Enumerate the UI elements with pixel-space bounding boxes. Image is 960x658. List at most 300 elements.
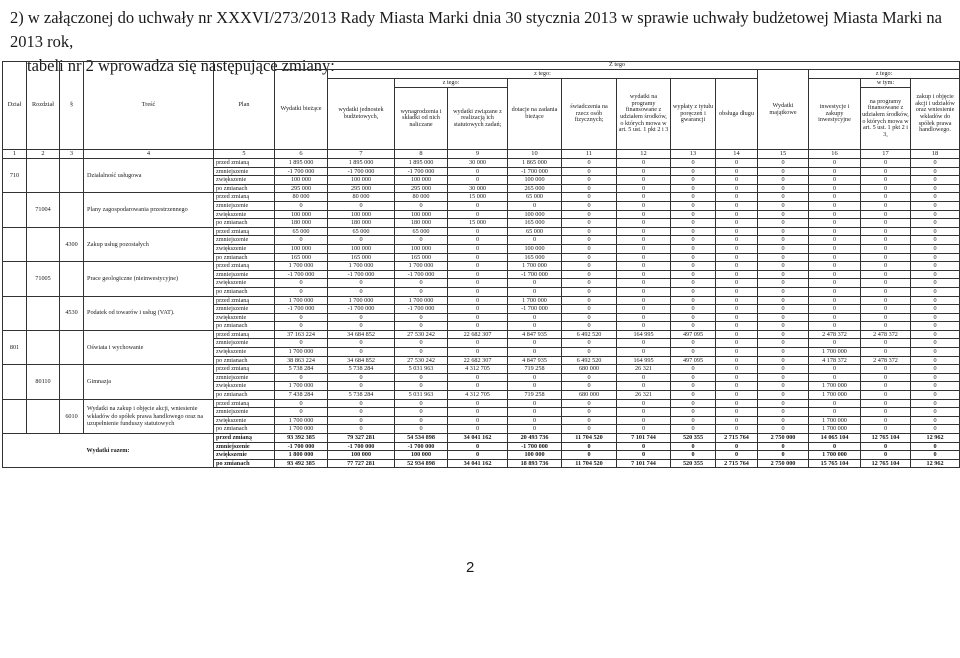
- value-cell: 0: [911, 330, 960, 339]
- header-dzial: Dział: [3, 62, 27, 150]
- value-cell: 0: [562, 305, 617, 314]
- value-cell: 0: [861, 348, 911, 357]
- value-cell: 1 700 000: [395, 296, 448, 305]
- row-label: przed zmianą: [214, 227, 275, 236]
- value-cell: 0: [911, 348, 960, 357]
- value-cell: 0: [448, 262, 508, 271]
- value-cell: 0: [671, 159, 716, 168]
- row-label: po zmianach: [214, 425, 275, 434]
- value-cell: 0: [328, 313, 395, 322]
- column-number: 18: [911, 150, 960, 159]
- value-cell: 719 258: [508, 391, 562, 400]
- value-cell: 0: [911, 262, 960, 271]
- value-cell: 0: [448, 313, 508, 322]
- value-cell: 0: [861, 313, 911, 322]
- value-cell: 0: [758, 176, 809, 185]
- value-cell: 0: [911, 442, 960, 451]
- value-cell: 0: [911, 296, 960, 305]
- value-cell: 0: [861, 339, 911, 348]
- header-swiadczenia: świadczenia na rzecz osób fizycznych;: [562, 79, 617, 150]
- value-cell: 0: [861, 287, 911, 296]
- paragraf-code: 4300: [60, 227, 84, 261]
- value-cell: 2 478 372: [861, 330, 911, 339]
- row-label: po zmianach: [214, 391, 275, 400]
- value-cell: 0: [671, 296, 716, 305]
- row-label: zmniejszenie: [214, 305, 275, 314]
- column-number-row: [3, 150, 960, 159]
- row-label: zmniejszenie: [214, 167, 275, 176]
- value-cell: 0: [911, 408, 960, 417]
- value-cell: 0: [617, 167, 671, 176]
- value-cell: 0: [617, 287, 671, 296]
- header-wynagrodzenia: wynagrodzenia i składki od nich naliczane: [395, 88, 448, 150]
- value-cell: 0: [671, 287, 716, 296]
- column-number: 11: [562, 150, 617, 159]
- value-cell: 0: [716, 244, 758, 253]
- value-cell: 0: [861, 193, 911, 202]
- table-body: [3, 159, 960, 468]
- value-cell: 0: [861, 210, 911, 219]
- value-cell: 295 000: [328, 184, 395, 193]
- value-cell: 4 178 372: [809, 356, 861, 365]
- value-cell: 0: [861, 270, 911, 279]
- value-cell: 0: [617, 399, 671, 408]
- value-cell: 0: [911, 270, 960, 279]
- value-cell: 0: [809, 167, 861, 176]
- value-cell: 0: [809, 262, 861, 271]
- value-cell: 0: [617, 176, 671, 185]
- value-cell: 0: [758, 262, 809, 271]
- value-cell: 0: [911, 425, 960, 434]
- value-cell: 0: [758, 408, 809, 417]
- value-cell: 0: [671, 305, 716, 314]
- value-cell: 0: [758, 425, 809, 434]
- value-cell: 0: [716, 313, 758, 322]
- value-cell: 0: [758, 391, 809, 400]
- value-cell: 0: [716, 348, 758, 357]
- value-cell: 0: [758, 279, 809, 288]
- value-cell: 0: [617, 451, 671, 460]
- row-label: zwiększenie: [214, 313, 275, 322]
- value-cell: 0: [617, 313, 671, 322]
- paragraf-code: [60, 365, 84, 399]
- value-cell: 0: [562, 201, 617, 210]
- value-cell: 0: [448, 322, 508, 331]
- item-description: Oświata i wychowanie: [84, 330, 214, 364]
- paragraf-code: [60, 262, 84, 296]
- value-cell: 0: [617, 270, 671, 279]
- value-cell: 0: [617, 296, 671, 305]
- value-cell: 0: [671, 373, 716, 382]
- value-cell: 0: [911, 279, 960, 288]
- value-cell: 164 995: [617, 356, 671, 365]
- value-cell: 1 700 000: [328, 296, 395, 305]
- value-cell: 0: [562, 219, 617, 228]
- header-dotacje: dotacje na zadania bieżące: [508, 79, 562, 150]
- header-inwestycje: inwestycje i zakupy inwestycyjne: [809, 79, 861, 150]
- value-cell: 80 000: [275, 193, 328, 202]
- value-cell: 0: [758, 313, 809, 322]
- dzial-code: [3, 227, 27, 261]
- value-cell: 0: [562, 176, 617, 185]
- value-cell: 0: [758, 236, 809, 245]
- value-cell: 0: [861, 382, 911, 391]
- value-cell: 100 000: [395, 244, 448, 253]
- value-cell: 0: [395, 201, 448, 210]
- value-cell: 0: [562, 451, 617, 460]
- value-cell: 0: [617, 408, 671, 417]
- value-cell: 6 492 520: [562, 356, 617, 365]
- value-cell: 0: [275, 408, 328, 417]
- value-cell: 0: [395, 399, 448, 408]
- value-cell: 0: [716, 373, 758, 382]
- value-cell: 0: [328, 425, 395, 434]
- value-cell: 0: [275, 279, 328, 288]
- value-cell: 0: [562, 399, 617, 408]
- value-cell: 5 738 284: [275, 365, 328, 374]
- value-cell: 34 041 162: [448, 434, 508, 443]
- row-label: po zmianach: [214, 219, 275, 228]
- value-cell: 5 031 963: [395, 391, 448, 400]
- value-cell: 0: [716, 236, 758, 245]
- value-cell: 0: [617, 253, 671, 262]
- value-cell: 0: [448, 408, 508, 417]
- value-cell: 27 530 242: [395, 356, 448, 365]
- value-cell: 0: [395, 382, 448, 391]
- value-cell: 0: [861, 408, 911, 417]
- column-number: 3: [60, 150, 84, 159]
- value-cell: 0: [758, 167, 809, 176]
- value-cell: 0: [562, 262, 617, 271]
- value-cell: 520 355: [671, 459, 716, 468]
- value-cell: 4 312 705: [448, 365, 508, 374]
- value-cell: 5 738 284: [328, 365, 395, 374]
- value-cell: 0: [395, 339, 448, 348]
- value-cell: 1 700 000: [275, 382, 328, 391]
- value-cell: 0: [861, 244, 911, 253]
- row-label: przed zmianą: [214, 262, 275, 271]
- value-cell: 0: [508, 399, 562, 408]
- value-cell: 0: [716, 399, 758, 408]
- paragraf-code: [60, 330, 84, 364]
- value-cell: 0: [448, 253, 508, 262]
- value-cell: 0: [758, 244, 809, 253]
- value-cell: 5 031 963: [395, 365, 448, 374]
- value-cell: 0: [758, 210, 809, 219]
- rozdzial-code: [27, 227, 60, 261]
- value-cell: -1 700 000: [328, 305, 395, 314]
- value-cell: 2 715 764: [716, 434, 758, 443]
- value-cell: 0: [671, 339, 716, 348]
- value-cell: 22 682 307: [448, 330, 508, 339]
- value-cell: 0: [911, 373, 960, 382]
- value-cell: 5 738 284: [328, 391, 395, 400]
- value-cell: 0: [328, 399, 395, 408]
- value-cell: 0: [809, 365, 861, 374]
- value-cell: 0: [562, 244, 617, 253]
- value-cell: -1 700 000: [328, 442, 395, 451]
- header-plan: Plan: [214, 62, 275, 150]
- value-cell: 80 000: [328, 193, 395, 202]
- value-cell: 0: [911, 382, 960, 391]
- value-cell: 0: [617, 236, 671, 245]
- header-wydatki-zwiazane: wydatki związane z realizacją ich statutowych zadań;: [448, 88, 508, 150]
- value-cell: 0: [562, 442, 617, 451]
- value-cell: -1 700 000: [395, 167, 448, 176]
- value-cell: 65 000: [395, 227, 448, 236]
- value-cell: -1 700 000: [275, 167, 328, 176]
- value-cell: 0: [617, 339, 671, 348]
- column-number: 7: [328, 150, 395, 159]
- value-cell: 15 765 104: [809, 459, 861, 468]
- value-cell: 0: [508, 382, 562, 391]
- value-cell: 520 355: [671, 434, 716, 443]
- value-cell: 0: [809, 305, 861, 314]
- table-row: [3, 159, 960, 168]
- value-cell: 100 000: [328, 244, 395, 253]
- value-cell: 0: [716, 193, 758, 202]
- value-cell: 0: [508, 287, 562, 296]
- value-cell: 0: [861, 176, 911, 185]
- value-cell: 100 000: [508, 210, 562, 219]
- column-number: 6: [275, 150, 328, 159]
- value-cell: 0: [911, 451, 960, 460]
- value-cell: 0: [671, 365, 716, 374]
- value-cell: 0: [716, 287, 758, 296]
- row-label: zwiększenie: [214, 382, 275, 391]
- value-cell: 0: [508, 201, 562, 210]
- value-cell: 0: [562, 236, 617, 245]
- value-cell: 0: [809, 296, 861, 305]
- table-row: [3, 296, 960, 305]
- value-cell: 0: [758, 184, 809, 193]
- value-cell: 0: [911, 305, 960, 314]
- value-cell: 0: [562, 193, 617, 202]
- row-label: zwiększenie: [214, 244, 275, 253]
- value-cell: 0: [671, 270, 716, 279]
- value-cell: 0: [911, 416, 960, 425]
- value-cell: 0: [861, 184, 911, 193]
- value-cell: 1 700 000: [809, 391, 861, 400]
- value-cell: 0: [448, 399, 508, 408]
- value-cell: 0: [716, 176, 758, 185]
- value-cell: 0: [716, 356, 758, 365]
- value-cell: 93 392 385: [275, 434, 328, 443]
- value-cell: 0: [911, 193, 960, 202]
- value-cell: 0: [508, 425, 562, 434]
- value-cell: 0: [809, 270, 861, 279]
- value-cell: 0: [508, 373, 562, 382]
- value-cell: 165 000: [328, 253, 395, 262]
- value-cell: 100 000: [275, 244, 328, 253]
- dzial-code: [3, 399, 27, 433]
- value-cell: 0: [562, 313, 617, 322]
- value-cell: 0: [617, 425, 671, 434]
- value-cell: 15 000: [448, 219, 508, 228]
- value-cell: 0: [809, 373, 861, 382]
- value-cell: 0: [911, 313, 960, 322]
- value-cell: 0: [861, 373, 911, 382]
- value-cell: 0: [328, 382, 395, 391]
- item-description: Działalność usługowa: [84, 159, 214, 193]
- value-cell: 0: [617, 184, 671, 193]
- value-cell: 0: [275, 339, 328, 348]
- value-cell: 4 847 935: [508, 356, 562, 365]
- value-cell: 0: [809, 227, 861, 236]
- value-cell: 0: [617, 201, 671, 210]
- value-cell: 0: [758, 451, 809, 460]
- value-cell: 0: [716, 382, 758, 391]
- value-cell: 0: [758, 287, 809, 296]
- row-label: przed zmianą: [214, 159, 275, 168]
- value-cell: 7 438 284: [275, 391, 328, 400]
- value-cell: 0: [809, 159, 861, 168]
- row-label: po zmianach: [214, 322, 275, 331]
- value-cell: 0: [758, 296, 809, 305]
- value-cell: 14 065 104: [809, 434, 861, 443]
- header-w-tym: w tym:: [861, 79, 911, 88]
- value-cell: 0: [861, 305, 911, 314]
- value-cell: 0: [911, 253, 960, 262]
- value-cell: 27 530 242: [395, 330, 448, 339]
- value-cell: -1 700 000: [275, 442, 328, 451]
- value-cell: 0: [508, 279, 562, 288]
- value-cell: 0: [911, 339, 960, 348]
- value-cell: 0: [617, 373, 671, 382]
- value-cell: 0: [448, 210, 508, 219]
- value-cell: 0: [617, 227, 671, 236]
- value-cell: 0: [448, 227, 508, 236]
- value-cell: 0: [275, 399, 328, 408]
- value-cell: 1 700 000: [328, 262, 395, 271]
- value-cell: 0: [809, 201, 861, 210]
- row-label: zmniejszenie: [214, 339, 275, 348]
- row-label: po zmianach: [214, 356, 275, 365]
- value-cell: 0: [395, 313, 448, 322]
- value-cell: 2 715 764: [716, 459, 758, 468]
- value-cell: 0: [671, 442, 716, 451]
- value-cell: 0: [448, 451, 508, 460]
- value-cell: 0: [617, 262, 671, 271]
- header-wydatki-biezace: Wydatki bieżące: [275, 70, 328, 150]
- value-cell: 0: [617, 159, 671, 168]
- value-cell: 0: [328, 408, 395, 417]
- value-cell: 0: [395, 373, 448, 382]
- paragraf-code: [60, 159, 84, 193]
- value-cell: 0: [716, 253, 758, 262]
- value-cell: -1 700 000: [508, 270, 562, 279]
- value-cell: 497 095: [671, 330, 716, 339]
- value-cell: 77 727 281: [328, 459, 395, 468]
- dzial-code: [3, 262, 27, 296]
- value-cell: 0: [809, 176, 861, 185]
- value-cell: 1 700 000: [809, 348, 861, 357]
- paragraf-code: 6010: [60, 399, 84, 433]
- value-cell: -1 700 000: [275, 305, 328, 314]
- value-cell: 0: [809, 219, 861, 228]
- value-cell: 11 704 520: [562, 459, 617, 468]
- table-header: [3, 62, 960, 159]
- value-cell: 0: [758, 201, 809, 210]
- header-wyplaty: wypłaty z tytułu poręczeń i gwarancji: [671, 79, 716, 150]
- table-row: [3, 330, 960, 339]
- value-cell: 0: [395, 287, 448, 296]
- value-cell: 0: [758, 373, 809, 382]
- value-cell: 0: [671, 184, 716, 193]
- value-cell: 0: [861, 219, 911, 228]
- value-cell: 0: [861, 279, 911, 288]
- value-cell: 0: [562, 348, 617, 357]
- value-cell: 7 101 744: [617, 434, 671, 443]
- value-cell: 0: [562, 210, 617, 219]
- value-cell: 0: [716, 365, 758, 374]
- value-cell: 1 700 000: [809, 416, 861, 425]
- value-cell: 680 000: [562, 365, 617, 374]
- value-cell: 165 000: [275, 253, 328, 262]
- value-cell: 0: [448, 416, 508, 425]
- value-cell: 0: [671, 313, 716, 322]
- value-cell: 100 000: [508, 176, 562, 185]
- item-description: Gimnazja: [84, 365, 214, 399]
- row-label: po zmianach: [214, 287, 275, 296]
- value-cell: 0: [395, 425, 448, 434]
- value-cell: 100 000: [328, 451, 395, 460]
- row-label: zwiększenie: [214, 416, 275, 425]
- value-cell: 0: [671, 193, 716, 202]
- value-cell: 0: [562, 253, 617, 262]
- value-cell: 0: [911, 159, 960, 168]
- value-cell: 0: [911, 365, 960, 374]
- value-cell: 0: [861, 262, 911, 271]
- value-cell: 2 478 372: [809, 330, 861, 339]
- header-z-tego-majatkowe: z tego:: [809, 70, 960, 79]
- value-cell: 0: [562, 287, 617, 296]
- value-cell: 0: [562, 416, 617, 425]
- value-cell: 0: [758, 330, 809, 339]
- value-cell: 0: [911, 219, 960, 228]
- value-cell: 719 258: [508, 365, 562, 374]
- value-cell: 0: [275, 201, 328, 210]
- value-cell: 0: [716, 201, 758, 210]
- value-cell: 0: [448, 236, 508, 245]
- value-cell: 0: [758, 305, 809, 314]
- value-cell: 0: [671, 348, 716, 357]
- value-cell: 0: [448, 339, 508, 348]
- value-cell: 37 163 224: [275, 330, 328, 339]
- value-cell: 11 704 520: [562, 434, 617, 443]
- value-cell: 2 750 000: [758, 459, 809, 468]
- value-cell: 2 750 000: [758, 434, 809, 443]
- value-cell: 0: [716, 391, 758, 400]
- dzial-code: [3, 193, 27, 227]
- value-cell: 1 865 000: [508, 159, 562, 168]
- value-cell: 0: [911, 210, 960, 219]
- value-cell: 0: [448, 279, 508, 288]
- value-cell: 18 893 736: [508, 459, 562, 468]
- value-cell: 0: [448, 167, 508, 176]
- value-cell: 0: [328, 287, 395, 296]
- row-label: przed zmianą: [214, 296, 275, 305]
- value-cell: 0: [716, 219, 758, 228]
- value-cell: 0: [562, 339, 617, 348]
- item-description: Podatek od towarów i usług (VAT).: [84, 296, 214, 330]
- value-cell: 0: [911, 356, 960, 365]
- column-number: 9: [448, 150, 508, 159]
- value-cell: 30 000: [448, 159, 508, 168]
- value-cell: 100 000: [395, 210, 448, 219]
- value-cell: 0: [809, 210, 861, 219]
- value-cell: 34 041 162: [448, 459, 508, 468]
